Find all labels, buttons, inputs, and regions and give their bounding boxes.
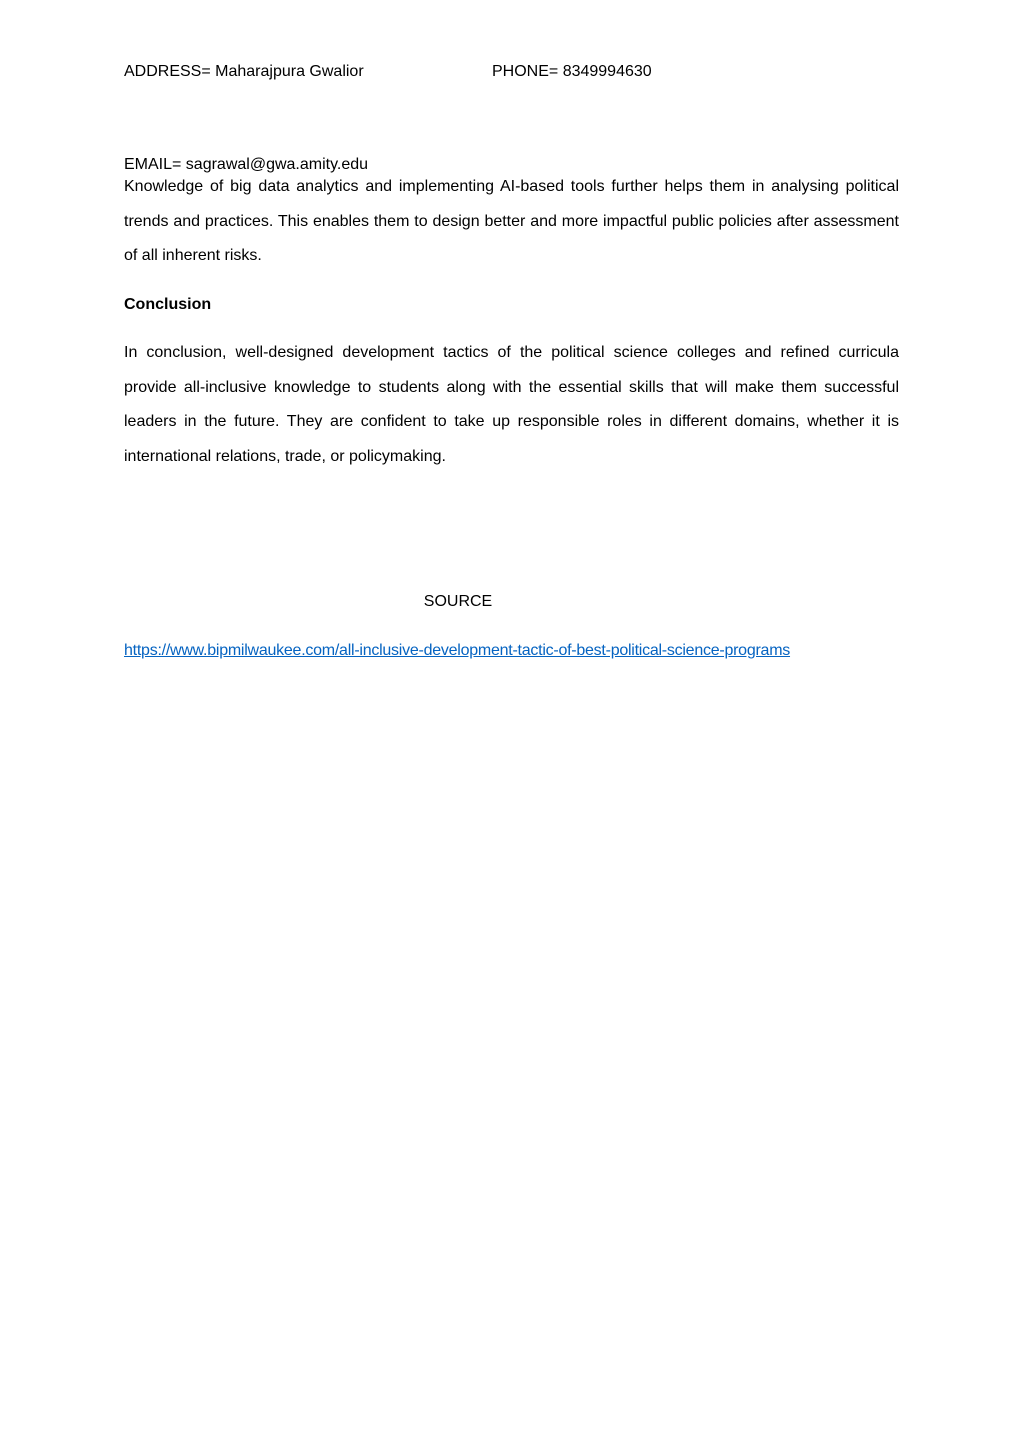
conclusion-paragraph: In conclusion, well-designed development tactics of the political science colleges and refined curricula provide all-inclusive knowledge to students along with the essential skills that will make them successful leaders in the future. They are confident to take up responsible roles in different domains, whether it is international relations, trade, or policymaking. [124, 344, 899, 466]
address-line: ADDRESS= Maharajpura Gwalior [124, 63, 364, 80]
source-label: SOURCE [423, 593, 493, 610]
conclusion-heading: Conclusion [124, 296, 212, 313]
body-paragraph-analytics: Knowledge of big data analytics and implementing AI-based tools further helps them in analysing political trends and practices. This enables them to design better and more impactful public policies after assessment of all inherent risks. [124, 178, 899, 265]
phone-line: PHONE= 8349994630 [492, 63, 652, 80]
email-line: EMAIL= sagrawal@gwa.amity.edu [124, 156, 369, 173]
source-link[interactable]: https://www.bipmilwaukee.com/all-inclusive-development-tactic-of-best-political-science-programs [124, 642, 791, 659]
